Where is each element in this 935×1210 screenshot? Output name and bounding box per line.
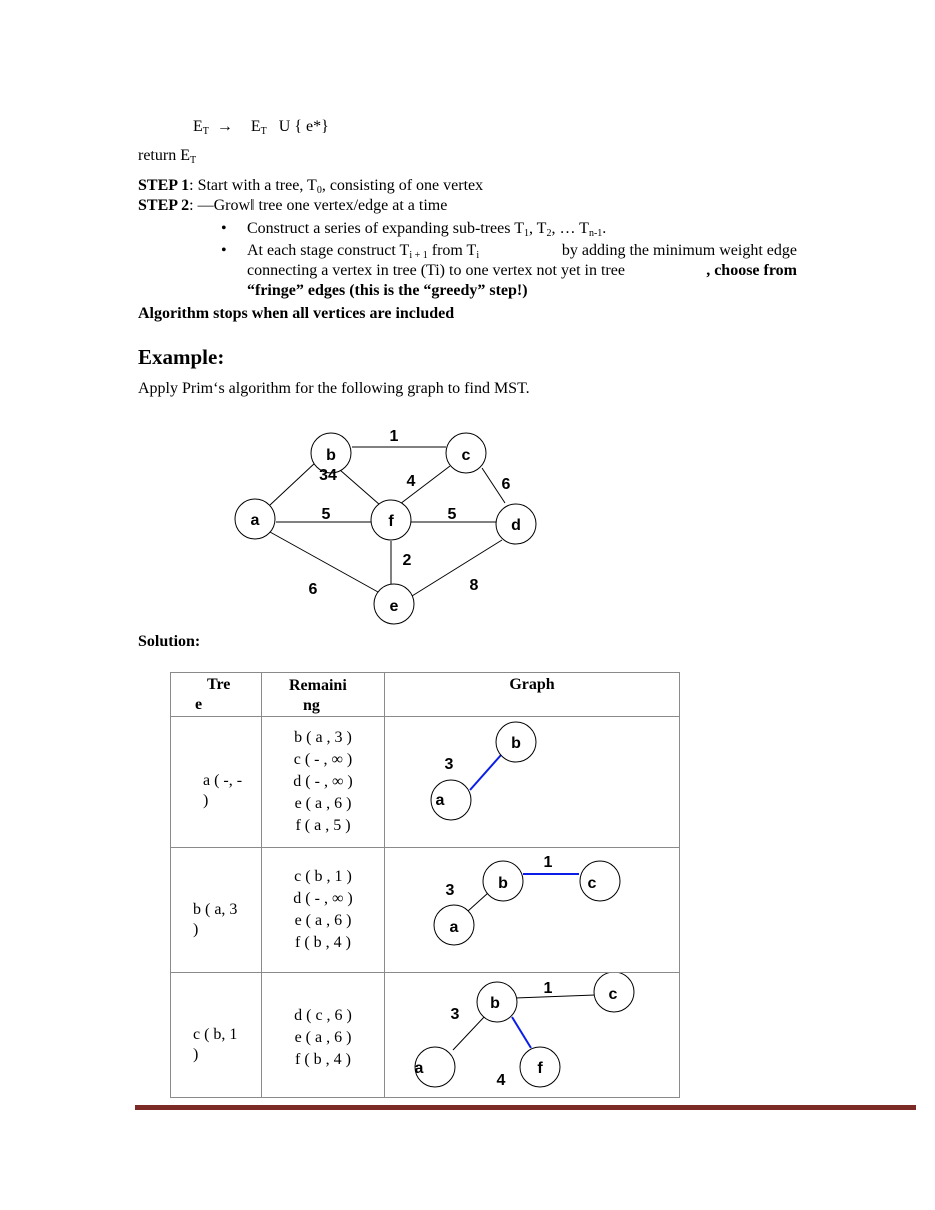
step-1: STEP 1: Start with a tree, $T_0$, consisting of one vertex [138, 177, 484, 196]
node-c [580, 861, 620, 901]
edge-e-d [412, 540, 502, 596]
bullet-dot: • [221, 220, 227, 237]
node-a-label: a [435, 792, 445, 809]
edge-a-b-highlight [470, 755, 501, 790]
row-tree: c ( b, 1 ) [171, 973, 262, 1098]
weight-a-b: 3 [445, 882, 455, 899]
example-prompt: Apply Prim‘s algorithm for the following graph to find MST. [138, 380, 530, 397]
table-header-row [171, 673, 680, 717]
weight-e-d: 8 [469, 577, 479, 594]
bullet-2: At each stage construct $T_{i + 1}$ from $T_i$ by adding the minimum weight edge connecting a vertex in tree (Ti) to one vertex not yet in tree , choose from “fringe” edges (this is the “greedy” step!) [247, 242, 797, 299]
weight-f-d: 5 [447, 506, 457, 523]
edge-b-c [515, 995, 595, 998]
row-tree: a ( -, - ) [171, 717, 262, 848]
return-line: return $E_T$ [138, 147, 197, 166]
bullet-dot: • [221, 242, 227, 259]
row-remaining: d ( c , 6 ) e ( a , 6 ) f ( b , 4 ) [262, 973, 385, 1098]
mini-graph-2 [385, 848, 679, 972]
node-b-label: b [490, 995, 500, 1012]
table-row [171, 848, 680, 973]
weight-34: 34 [319, 467, 337, 484]
row-graph [385, 717, 680, 848]
node-c-label: c [461, 447, 471, 464]
header-tree: Tre e [171, 673, 262, 717]
weight-b-f: 4 [496, 1072, 506, 1089]
weight-a-e: 6 [308, 581, 318, 598]
edge-a-e [270, 532, 378, 592]
node-b-label: b [326, 447, 336, 464]
node-b-label: b [511, 735, 521, 752]
edge-a-b [270, 462, 316, 505]
header-remaining: Remaini ng [262, 673, 385, 717]
node-f-label: f [537, 1060, 543, 1077]
table-row [171, 973, 680, 1098]
mini-graph-1 [385, 717, 679, 847]
solution-heading: Solution: [138, 633, 201, 650]
node-a-label: a [250, 512, 260, 529]
weight-b-c: 1 [543, 980, 553, 997]
edge-b-f [340, 470, 380, 505]
header-graph: Graph [385, 673, 680, 717]
step-2: STEP 2: ―Grow‖ tree one vertex/edge at a time [138, 197, 448, 214]
row-graph [385, 973, 680, 1098]
node-a-label: a [414, 1060, 424, 1077]
node-b-label: b [498, 875, 508, 892]
row-remaining: c ( b , 1 ) d ( - , ∞ ) e ( a , 6 ) f ( b , 4 ) [262, 848, 385, 973]
edge-a-b [468, 893, 488, 911]
footer-rule [135, 1105, 916, 1110]
node-f-label: f [388, 513, 394, 530]
weight-b-c: 1 [543, 854, 553, 871]
weight-f-e: 2 [402, 552, 412, 569]
stop-line: Algorithm stops when all vertices are included [138, 305, 455, 322]
row-remaining: b ( a , 3 ) c ( - , ∞ ) d ( - , ∞ ) e ( a , 6 ) f ( a , 5 ) [262, 717, 385, 848]
solution-table [170, 672, 680, 1098]
node-c-label: c [608, 986, 618, 1003]
weight-a-b: 3 [450, 1006, 460, 1023]
node-e-label: e [389, 598, 399, 615]
example-heading: Example: [138, 345, 225, 369]
edge-b-f-highlight [512, 1017, 531, 1048]
update-line: $E_T \to E_T$ U { e*} [193, 118, 329, 137]
weight-a-b: 3 [444, 756, 454, 773]
node-c-label: c [587, 875, 597, 892]
weight-c-f: 4 [406, 473, 416, 490]
table-row [171, 717, 680, 848]
weight-a-f: 5 [321, 506, 331, 523]
weight-c-d: 6 [501, 476, 511, 493]
mini-graph-3 [385, 973, 679, 1097]
row-tree: b ( a, 3 ) [171, 848, 262, 973]
weight-b-c: 1 [389, 428, 399, 445]
row-graph [385, 848, 680, 973]
bullet-1: Construct a series of expanding sub-trees $T_1$, $T_2$, … $T_{n-1}$. [247, 220, 607, 239]
node-d-label: d [511, 517, 521, 534]
node-a-label: a [449, 919, 459, 936]
